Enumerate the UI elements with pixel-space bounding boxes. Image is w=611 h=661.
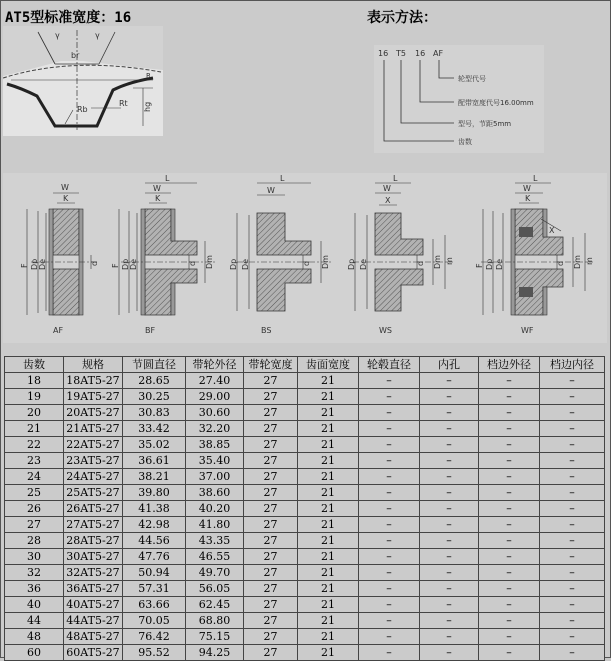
table-cell: –: [540, 533, 605, 549]
table-cell: –: [420, 437, 479, 453]
table-cell: –: [420, 517, 479, 533]
table-cell: 70.05: [123, 613, 186, 629]
table-cell: –: [359, 469, 420, 485]
table-cell: –: [420, 453, 479, 469]
table-row: [5, 533, 605, 549]
table-cell: –: [359, 501, 420, 517]
designation-desc-type: 型号，节距5mm: [458, 120, 512, 128]
ws-type-label: WS: [379, 326, 392, 335]
table-cell: 43.35: [186, 533, 244, 549]
tooth-label-rb: Rb: [77, 105, 88, 114]
wf-dim-dm: Dm: [573, 255, 582, 269]
wf-dim-de: De: [495, 258, 504, 270]
column-header: 档边内径: [540, 357, 605, 373]
table-cell: –: [540, 501, 605, 517]
table-cell: –: [479, 469, 540, 485]
table-cell: –: [359, 581, 420, 597]
table-cell: –: [359, 565, 420, 581]
table-cell: 62.45: [186, 597, 244, 613]
table-cell: 30.25: [123, 389, 186, 405]
table-cell: –: [479, 581, 540, 597]
page-title: AT5型标准宽度：16: [5, 10, 132, 26]
table-cell: 75.15: [186, 629, 244, 645]
tooth-label-hg: hg: [143, 101, 152, 112]
tooth-label-r: R: [146, 72, 151, 80]
table-cell: –: [420, 549, 479, 565]
table-cell: –: [359, 389, 420, 405]
wf-dim-l: L: [533, 174, 538, 183]
wf-dim-k: K: [525, 194, 531, 203]
table-cell: 60AT5-27: [64, 645, 123, 661]
table-cell: 47.76: [123, 549, 186, 565]
table-cell: 18: [5, 373, 64, 389]
bf-type-label: BF: [145, 326, 156, 335]
table-cell: 27: [244, 549, 298, 565]
table-cell: 36.61: [123, 453, 186, 469]
table-cell: 27: [244, 437, 298, 453]
table-cell: –: [540, 581, 605, 597]
table-cell: –: [540, 549, 605, 565]
designation-desc-teeth: 齿数: [458, 138, 472, 146]
table-cell: –: [420, 469, 479, 485]
table-cell: –: [540, 629, 605, 645]
table-cell: 37.00: [186, 469, 244, 485]
table-cell: 30: [5, 549, 64, 565]
table-cell: –: [540, 421, 605, 437]
table-cell: –: [479, 453, 540, 469]
table-row: [5, 517, 605, 533]
table-cell: –: [540, 613, 605, 629]
table-cell: 27: [244, 501, 298, 517]
table-cell: 32.20: [186, 421, 244, 437]
table-cell: 28.65: [123, 373, 186, 389]
table-cell: 25AT5-27: [64, 485, 123, 501]
table-cell: 40: [5, 597, 64, 613]
table-cell: 38.60: [186, 485, 244, 501]
table-cell: 44.56: [123, 533, 186, 549]
table-cell: –: [420, 389, 479, 405]
table-cell: 23AT5-27: [64, 453, 123, 469]
table-cell: 27: [244, 581, 298, 597]
ws-dim-l: L: [393, 174, 398, 183]
table-row: [5, 501, 605, 517]
table-cell: 40.20: [186, 501, 244, 517]
tooth-profile-diagram: [3, 26, 163, 136]
table-cell: 21: [298, 549, 359, 565]
table-cell: 44: [5, 613, 64, 629]
table-cell: 41.38: [123, 501, 186, 517]
ws-dim-dm: Dm: [433, 255, 442, 269]
table-cell: 63.66: [123, 597, 186, 613]
table-cell: 36: [5, 581, 64, 597]
table-cell: 20AT5-27: [64, 405, 123, 421]
table-row: [5, 405, 605, 421]
ws-dim-m: m: [445, 257, 454, 265]
column-header: 内孔: [420, 357, 479, 373]
bs-dim-de: De: [241, 258, 250, 270]
table-cell: 27: [244, 469, 298, 485]
af-dim-d: d: [90, 260, 99, 266]
af-dim-k: K: [63, 194, 69, 203]
table-cell: 76.42: [123, 629, 186, 645]
designation-desc-width: 配带宽度代号16.00mm: [458, 99, 534, 107]
table-row: [5, 549, 605, 565]
table-cell: –: [540, 437, 605, 453]
table-cell: 24AT5-27: [64, 469, 123, 485]
table-cell: 24: [5, 469, 64, 485]
table-cell: –: [540, 373, 605, 389]
bs-dim-dp: Dp: [229, 258, 238, 270]
table-cell: 39.80: [123, 485, 186, 501]
bf-dim-w: W: [153, 184, 161, 193]
table-cell: 27.40: [186, 373, 244, 389]
table-cell: 48: [5, 629, 64, 645]
table-cell: 26: [5, 501, 64, 517]
table-row: [5, 469, 605, 485]
table-cell: –: [540, 469, 605, 485]
table-cell: 27: [244, 405, 298, 421]
table-cell: –: [479, 565, 540, 581]
wf-type-label: WF: [521, 326, 534, 335]
table-cell: 38.85: [186, 437, 244, 453]
table-cell: 21: [298, 629, 359, 645]
table-cell: 48AT5-27: [64, 629, 123, 645]
bf-dim-dp: Dp: [121, 258, 130, 270]
tooth-label-gamma-right: γ: [95, 31, 100, 40]
column-header: 档边外径: [479, 357, 540, 373]
table-row: [5, 389, 605, 405]
bs-dim-l: L: [280, 174, 285, 183]
table-row: [5, 565, 605, 581]
bf-dim-k: K: [155, 194, 161, 203]
table-cell: 36AT5-27: [64, 581, 123, 597]
table-cell: 22AT5-27: [64, 437, 123, 453]
table-cell: 21: [298, 501, 359, 517]
table-row: [5, 645, 605, 661]
bs-dim-w: W: [267, 186, 275, 195]
table-row: [5, 597, 605, 613]
table-cell: –: [479, 597, 540, 613]
bf-dim-f: F: [111, 263, 120, 268]
table-cell: –: [420, 629, 479, 645]
table-cell: 44AT5-27: [64, 613, 123, 629]
af-type-label: AF: [53, 326, 64, 335]
table-cell: 27: [244, 645, 298, 661]
table-row: [5, 485, 605, 501]
table-cell: –: [359, 629, 420, 645]
table-cell: 21: [298, 421, 359, 437]
table-header-row: [5, 357, 605, 373]
table-cell: 21: [298, 533, 359, 549]
table-cell: 35.02: [123, 437, 186, 453]
table-cell: –: [479, 645, 540, 661]
table-cell: –: [359, 437, 420, 453]
bf-dim-de: De: [129, 258, 138, 270]
af-dim-w: W: [61, 183, 69, 192]
table-cell: –: [359, 597, 420, 613]
table-cell: 38.21: [123, 469, 186, 485]
table-cell: –: [420, 645, 479, 661]
designation-title: 表示方法：: [367, 10, 437, 26]
bf-dim-l: L: [165, 174, 170, 183]
table-cell: 21: [298, 645, 359, 661]
bs-dim-d: d: [302, 260, 311, 266]
table-cell: –: [479, 437, 540, 453]
designation-code-type: T5: [396, 49, 406, 58]
table-cell: 21: [298, 613, 359, 629]
pulley-types-diagram: [3, 173, 607, 343]
table-cell: 28AT5-27: [64, 533, 123, 549]
table-cell: 27: [244, 453, 298, 469]
spec-table: [4, 356, 605, 661]
table-cell: –: [540, 565, 605, 581]
table-cell: 18AT5-27: [64, 373, 123, 389]
table-cell: 23: [5, 453, 64, 469]
table-cell: 21AT5-27: [64, 421, 123, 437]
table-cell: 32AT5-27: [64, 565, 123, 581]
table-cell: –: [420, 581, 479, 597]
table-cell: –: [540, 453, 605, 469]
table-cell: 94.25: [186, 645, 244, 661]
table-cell: –: [479, 533, 540, 549]
table-cell: 30AT5-27: [64, 549, 123, 565]
table-row: [5, 613, 605, 629]
wf-dim-d: d: [556, 260, 565, 266]
table-cell: –: [359, 485, 420, 501]
bs-type-label: BS: [261, 326, 272, 335]
table-cell: 22: [5, 437, 64, 453]
table-body: [5, 373, 605, 661]
table-cell: –: [479, 405, 540, 421]
table-cell: 27: [244, 485, 298, 501]
table-cell: –: [359, 405, 420, 421]
tooth-label-br: br: [71, 51, 80, 60]
table-cell: 27: [244, 565, 298, 581]
designation-desc-shape: 轮型代号: [458, 75, 486, 83]
table-cell: 57.31: [123, 581, 186, 597]
table-cell: –: [359, 373, 420, 389]
table-cell: 21: [298, 485, 359, 501]
table-cell: –: [540, 405, 605, 421]
table-cell: 21: [298, 565, 359, 581]
table-cell: –: [359, 613, 420, 629]
table-cell: –: [540, 597, 605, 613]
table-cell: 68.80: [186, 613, 244, 629]
column-header: 齿数: [5, 357, 64, 373]
table-cell: –: [540, 645, 605, 661]
table-cell: –: [359, 645, 420, 661]
table-cell: 27: [244, 421, 298, 437]
table-cell: 21: [298, 453, 359, 469]
column-header: 节圆直径: [123, 357, 186, 373]
table-cell: 30.83: [123, 405, 186, 421]
column-header: 带轮外径: [186, 357, 244, 373]
table-cell: –: [420, 533, 479, 549]
table-cell: 27: [244, 373, 298, 389]
table-row: [5, 629, 605, 645]
table-cell: 27: [5, 517, 64, 533]
table-row: [5, 373, 605, 389]
designation-code-teeth: 16: [378, 49, 389, 58]
table-cell: 27: [244, 533, 298, 549]
table-cell: 21: [5, 421, 64, 437]
table-cell: –: [479, 485, 540, 501]
table-row: [5, 581, 605, 597]
ws-dim-de: De: [359, 258, 368, 270]
column-header: 规格: [64, 357, 123, 373]
table-cell: –: [420, 405, 479, 421]
tooth-label-rt: Rt: [119, 99, 128, 108]
ws-dim-dp: Dp: [347, 258, 356, 270]
table-cell: 40AT5-27: [64, 597, 123, 613]
table-cell: 32: [5, 565, 64, 581]
bs-dim-dm: Dm: [321, 255, 330, 269]
table-cell: 46.55: [186, 549, 244, 565]
table-cell: –: [420, 485, 479, 501]
column-header: 带轮宽度: [244, 357, 298, 373]
table-cell: 25: [5, 485, 64, 501]
af-dim-dp: Dp: [30, 258, 39, 270]
table-cell: 50.94: [123, 565, 186, 581]
column-header: 齿面宽度: [298, 357, 359, 373]
table-cell: 56.05: [186, 581, 244, 597]
table-cell: 28: [5, 533, 64, 549]
table-cell: –: [540, 517, 605, 533]
column-header: 轮毂直径: [359, 357, 420, 373]
table-cell: –: [479, 629, 540, 645]
table-cell: 21: [298, 373, 359, 389]
table-cell: –: [359, 517, 420, 533]
table-cell: –: [479, 389, 540, 405]
table-cell: –: [359, 453, 420, 469]
designation-diagram: [374, 45, 544, 153]
table-cell: 95.52: [123, 645, 186, 661]
table-cell: 21: [298, 597, 359, 613]
af-dim-de: De: [38, 258, 47, 270]
wf-dim-m: m: [585, 257, 594, 265]
table-cell: –: [479, 421, 540, 437]
table-cell: 33.42: [123, 421, 186, 437]
wf-dim-x: X: [549, 226, 555, 235]
table-cell: –: [420, 421, 479, 437]
table-cell: 30.60: [186, 405, 244, 421]
table-cell: 27: [244, 389, 298, 405]
table-cell: –: [420, 373, 479, 389]
table-cell: –: [420, 501, 479, 517]
table-cell: –: [420, 597, 479, 613]
table-cell: 21: [298, 405, 359, 421]
table-cell: –: [359, 533, 420, 549]
table-cell: –: [540, 389, 605, 405]
table-row: [5, 421, 605, 437]
table-row: [5, 437, 605, 453]
ws-dim-d: d: [416, 260, 425, 266]
bf-dim-dm: Dm: [205, 255, 214, 269]
wf-dim-dp: Dp: [485, 258, 494, 270]
designation-code-width: 16: [415, 49, 426, 58]
designation-code-shape: AF: [433, 49, 444, 58]
table-cell: 49.70: [186, 565, 244, 581]
table-cell: 60: [5, 645, 64, 661]
table-cell: 27: [244, 597, 298, 613]
table-cell: –: [479, 517, 540, 533]
wf-dim-w: W: [523, 184, 531, 193]
table-cell: 21: [298, 469, 359, 485]
table-cell: –: [359, 421, 420, 437]
table-cell: 26AT5-27: [64, 501, 123, 517]
ws-dim-w: W: [383, 184, 391, 193]
table-cell: 19AT5-27: [64, 389, 123, 405]
table-cell: –: [479, 549, 540, 565]
bf-dim-d: d: [188, 260, 197, 266]
table-cell: 42.98: [123, 517, 186, 533]
table-cell: –: [479, 373, 540, 389]
af-dim-f: F: [20, 263, 29, 268]
table-cell: –: [540, 485, 605, 501]
table-cell: 27: [244, 613, 298, 629]
table-cell: –: [420, 613, 479, 629]
table-cell: 29.00: [186, 389, 244, 405]
table-cell: 21: [298, 437, 359, 453]
table-cell: –: [479, 501, 540, 517]
table-row: [5, 453, 605, 469]
table-cell: 21: [298, 581, 359, 597]
table-cell: 27AT5-27: [64, 517, 123, 533]
table-cell: 27: [244, 629, 298, 645]
table-cell: 35.40: [186, 453, 244, 469]
ws-dim-x: X: [385, 196, 391, 205]
table-cell: 20: [5, 405, 64, 421]
table-cell: 21: [298, 389, 359, 405]
tooth-label-gamma-left: γ: [55, 31, 60, 40]
table-cell: –: [479, 613, 540, 629]
wf-dim-f: F: [475, 263, 484, 268]
table-cell: 21: [298, 517, 359, 533]
table-cell: 27: [244, 517, 298, 533]
table-cell: –: [359, 549, 420, 565]
table-cell: –: [420, 565, 479, 581]
table-cell: 19: [5, 389, 64, 405]
table-cell: 41.80: [186, 517, 244, 533]
